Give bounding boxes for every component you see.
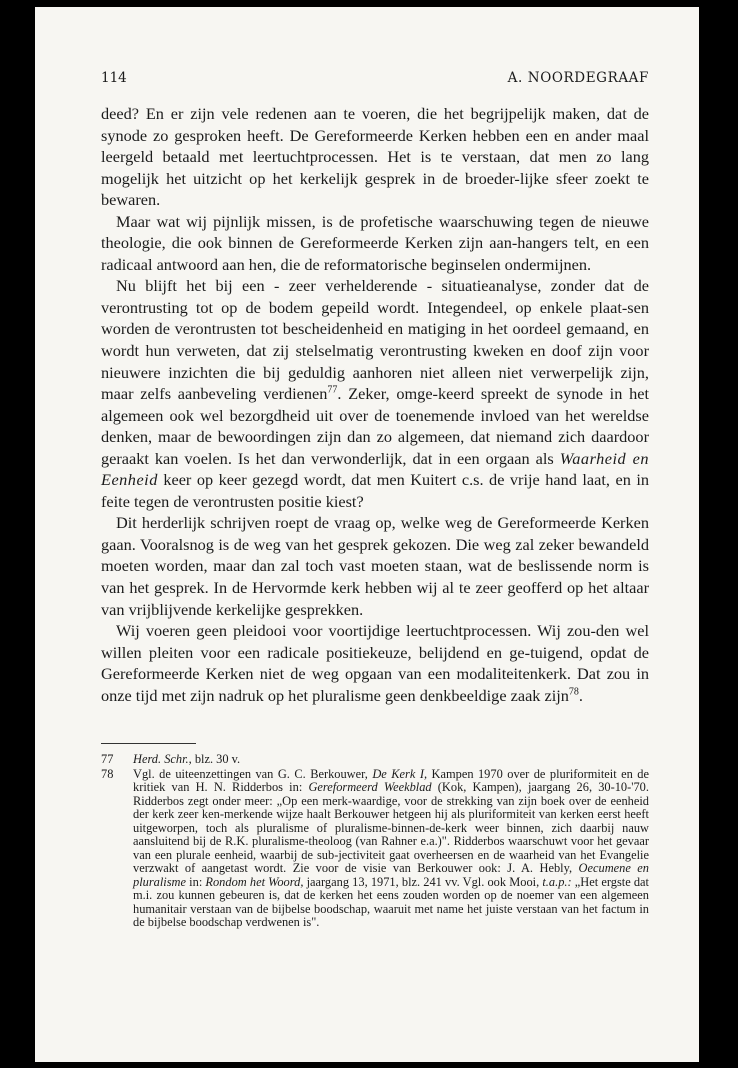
footnote-plain: in: [186, 874, 206, 889]
page-number: 114 [101, 70, 127, 86]
footnote-ref-77[interactable]: 77 [327, 384, 338, 396]
running-head: A. NOORDEGRAAF [507, 70, 649, 86]
footnotes [101, 753, 649, 931]
paragraph-1-text: deed? En er zijn vele redenen aan te voeren, die het begrijpelijk maken, dat de synode zo gesproken heeft. De Gereformeerde Kerken hebben een en ander maal leergeld betaald met leertuchtprocessen. Het is te verstaan, dat men zo lang mogelijk het uitzicht op het kerkelijk gesprek in de broeder-lijke sfeer zoekt te bewaren. [101, 104, 649, 210]
footnote-text [133, 768, 649, 930]
paragraph-3-text-c: keer op keer gezegd wordt, dat men Kuitert c.s. de vrije hand laat, en in feite tegen de verontrusten positie kiest? [101, 470, 649, 511]
footnote-italic: Rondom het Woord, [205, 874, 304, 889]
footnote-italic: Oecumene en pluralisme [133, 861, 649, 889]
footnote-italic: Herd. Schr., [133, 752, 192, 766]
footnote-78 [101, 768, 649, 930]
footnote-italic: Gereformeerd Weekblad [308, 780, 432, 794]
footnote-number: 78 [101, 766, 114, 781]
footnote-italic: t.a.p.: [542, 874, 572, 889]
paragraph-3-text-a: Nu blijft het bij een - zeer verhelderende - situatieanalyse, zonder dat de verontrusting tot op de bodem gepeild wordt. Integendeel, op enkele plaat-sen worden de verontrusten tot bescheidenheid en matiging in het oordeel gemaand, en wordt hun verweten, dat zij stelselmatig verontrusting kweken en doof zijn voor nieuwere inzichten die bij geduldig aanhoren niet alleen niet verwerpelijk zijn, maar zelfs aanbeveling verdienen [101, 276, 649, 404]
footnote-text [133, 753, 649, 767]
journal-title: Waarheid en Eenheid [101, 448, 650, 490]
footnote-77 [101, 753, 649, 767]
footnote-plain: Vgl. de uiteenzettingen van G. C. Berkouwer, [133, 766, 373, 781]
footnote-plain: (Kok, Kampen), jaargang 26, 30-10-'70. Ridderbos zegt onder meer: „Op een merk-waardige, voor de strekking van zijn boek over de eenheid der kerk zeer ken-merkende wijze haalt Berkouwer hetgeen hij als pluriformiteit van kerken eerst heeft uitgeworpen, toch als pluralisme of pluralisme-binnen-de-kerk weer binnen, zich daarbij nauw aansluitend bij de R.K. pluralisme-theoloog (van Rahner e.a.)". Ridderbos waarschuwt voor het gevaar van een plurale eenheid, waarbij de sub-jectiviteit gaat overheersen en de waarheid van het Evangelie verzwakt of aangetast wordt. Zie voor de visie van Berkouwer ook: J. A. Hebly, [133, 780, 649, 875]
body-text [101, 103, 649, 706]
paragraph-1 [101, 103, 649, 211]
footnote-plain: jaargang 13, 1971, blz. 241 vv. Vgl. ook Mooi, [303, 874, 543, 889]
paragraph-4-text: Dit herderlijk schrijven roept de vraag op, welke weg de Gereformeerde Kerken gaan. Vooralsnog is de weg van het gesprek gekozen. Die weg zal zeker bewandeld moeten worden, maar dan zal toch vast moeten staan, wat de beslissende norm is van het gesprek. In de Hervormde kerk hebben wij al te zeer geofferd op het altaar van vrijblijvende kerkelijke gesprekken. [101, 513, 649, 619]
footnote-plain: „Het ergste dat m.i. zou kunnen gebeuren is, dat de kerken het eens zouden worden op de noemer van een algemeen humanitair verstaan van de bijbelse boodschap, waaruit met name het juiste verstaan van het factum in de bijbelse boodschap verdwenen is". [133, 874, 650, 929]
footnote-ref-78[interactable]: 78 [568, 686, 579, 698]
footnote-plain: Kampen 1970 over de pluriformiteit en de kritiek van H. N. Ridderbos in: [133, 766, 649, 794]
paragraph-3 [101, 275, 649, 512]
paragraph-5 [101, 620, 649, 706]
footnote-number: 77 [101, 752, 114, 766]
footnote-italic: De Kerk I, [372, 766, 428, 781]
paragraph-3-text-b: . Zeker, omge-keerd spreekt de synode in het algemeen ook wel bezorgdheid uit over de toenemende invloed van het wereldse denken, maar de bewoordingen zijn dan zo algemeen, dat niemand zich daardoor geraakt kan voelen. Is het dan verwonderlijk, dat in een orgaan als [101, 384, 649, 468]
page-header [101, 70, 649, 90]
paragraph-5-text-b: . [578, 685, 583, 705]
paragraph-5-text-a: Wij voeren geen pleidooi voor voortijdige leertuchtprocessen. Wij zou-den wel willen pleiten voor een radicale positiekeuze, belijdend en ge-tuigend, opdat de Gereformeerde Kerken niet de weg opgaan van een modaliteitenkerk. Dat zou in onze tijd met zijn nadruk op het pluralisme geen denkbeeldige zaak zijn [101, 621, 649, 705]
footnote-plain: blz. 30 v. [191, 752, 241, 766]
paragraph-4 [101, 512, 649, 620]
footnote-divider [101, 743, 196, 744]
paragraph-2 [101, 211, 649, 276]
paragraph-2-text: Maar wat wij pijnlijk missen, is de profetische waarschuwing tegen de nieuwe theologie, die ook binnen de Gereformeerde Kerken zijn aan-hangers telt, en een radicaal antwoord aan hen, die de reformatorische beginselen ondermijnen. [101, 211, 649, 274]
